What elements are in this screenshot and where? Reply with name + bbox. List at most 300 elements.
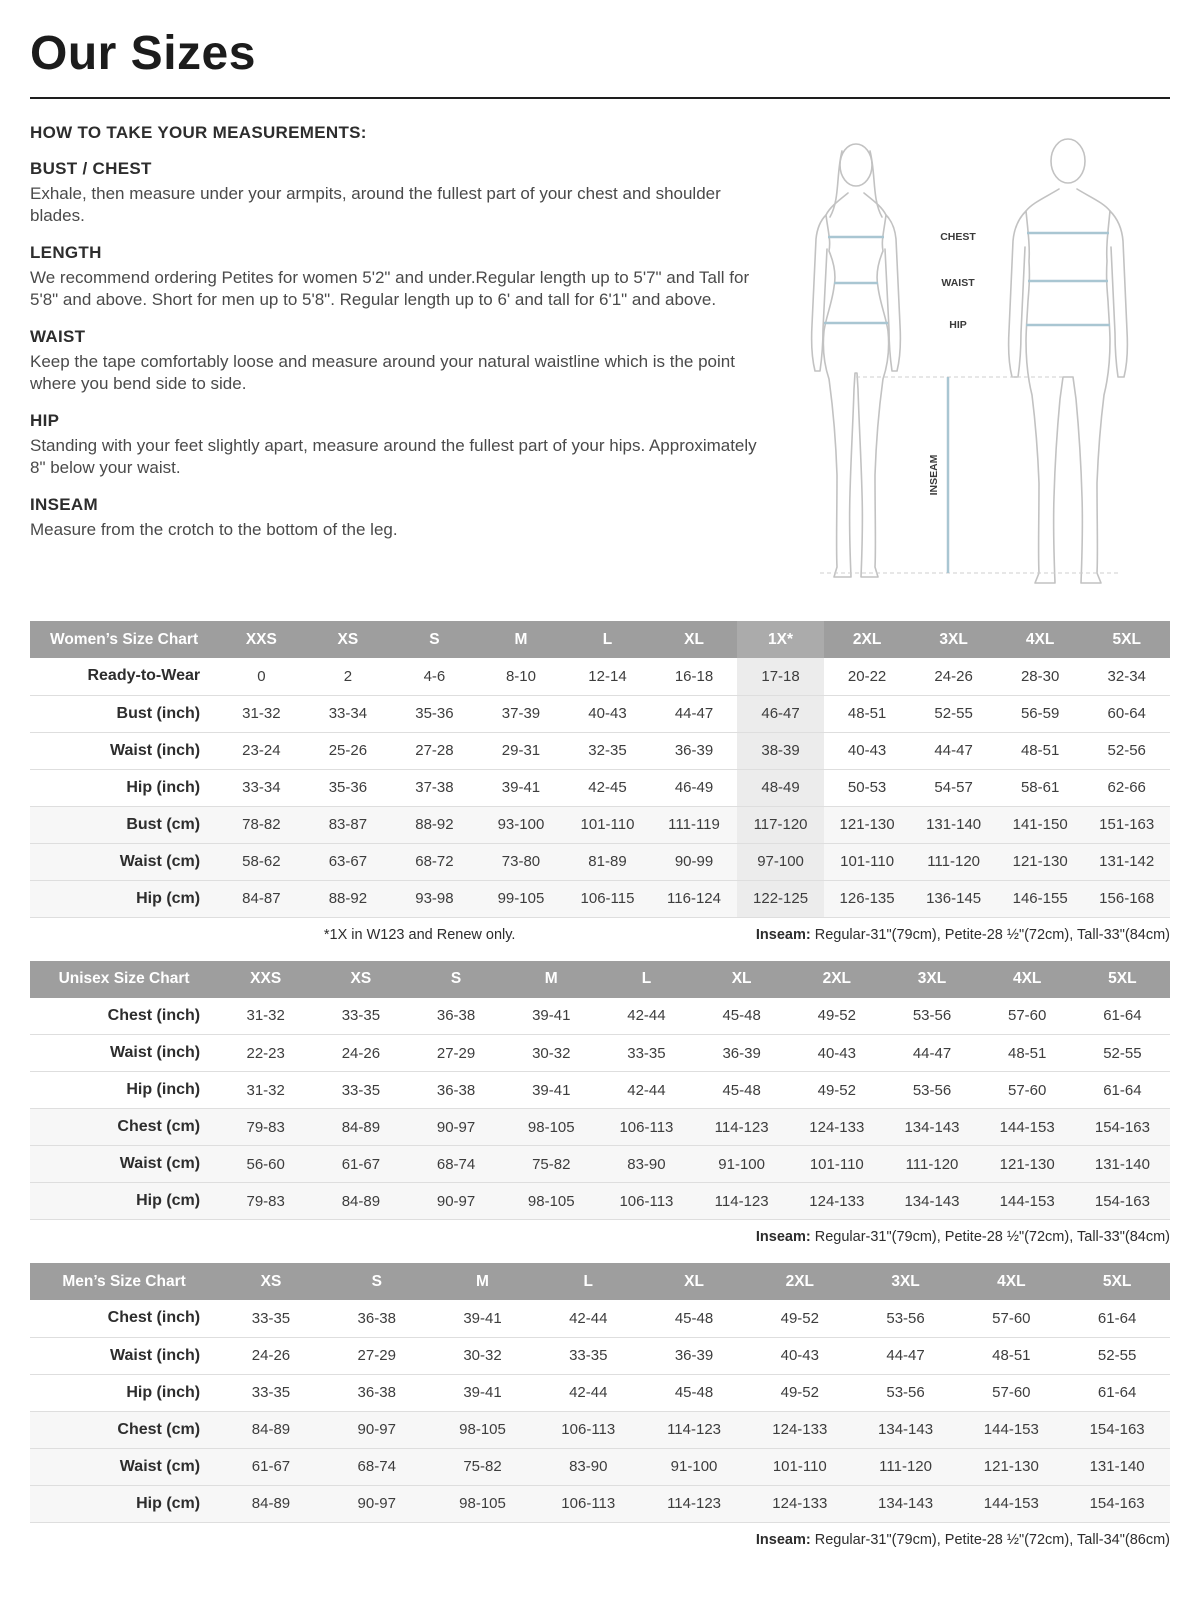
size-cell: 45-48 bbox=[674, 1384, 714, 1401]
size-cell: 24-26 bbox=[251, 1347, 291, 1364]
column-header-xxs: XXS bbox=[218, 961, 313, 998]
size-cell: 42-44 bbox=[569, 1384, 608, 1401]
column-header-l: L bbox=[564, 621, 651, 658]
row-label: Bust (cm) bbox=[126, 815, 201, 833]
size-cell: 12-14 bbox=[588, 667, 627, 685]
size-cell: 33-35 bbox=[251, 1384, 291, 1401]
size-cell: 42-44 bbox=[627, 1007, 666, 1025]
size-cell: 124-133 bbox=[772, 1421, 828, 1438]
size-cell: 45-48 bbox=[722, 1007, 761, 1025]
column-header-m: M bbox=[430, 1263, 536, 1300]
column-header-4xl: 4XL bbox=[958, 1263, 1064, 1300]
size-cell: 111-120 bbox=[879, 1458, 932, 1475]
size-cell: 124-133 bbox=[772, 1495, 828, 1512]
size-cell: 98-105 bbox=[459, 1421, 506, 1438]
size-cell: 42-44 bbox=[627, 1081, 666, 1099]
size-cell: 57-60 bbox=[992, 1309, 1031, 1327]
body-measurement-illustration bbox=[775, 125, 1165, 595]
unisex-size-chart-section bbox=[30, 961, 1170, 1246]
size-cell: 61-64 bbox=[1097, 1384, 1137, 1401]
size-cell: 36-39 bbox=[674, 742, 714, 759]
size-cell: 58-62 bbox=[242, 853, 281, 870]
size-cell: 4-6 bbox=[423, 667, 446, 685]
section-title: HIP bbox=[30, 410, 60, 430]
column-header-xl: XL bbox=[694, 961, 789, 998]
size-cell: 27-28 bbox=[415, 742, 454, 759]
size-cell: 39-41 bbox=[463, 1309, 502, 1327]
column-header-m: M bbox=[478, 621, 565, 658]
size-cell: 111-120 bbox=[905, 1155, 959, 1173]
size-cell: 68-72 bbox=[415, 853, 454, 870]
size-cell: 58-61 bbox=[1020, 779, 1060, 796]
size-charts bbox=[30, 621, 1170, 1548]
size-cell: 63-67 bbox=[328, 853, 368, 870]
size-cell: 53-56 bbox=[912, 1081, 952, 1099]
waist-label: WAIST bbox=[941, 277, 975, 289]
size-cell: 111-120 bbox=[927, 853, 981, 870]
man-right-arm bbox=[1110, 211, 1127, 377]
size-cell: 33-35 bbox=[341, 1081, 381, 1099]
section-title: LENGTH bbox=[30, 242, 102, 262]
size-cell: 57-60 bbox=[1008, 1007, 1047, 1025]
section-body: Measure from the crotch to the bottom of the leg. bbox=[30, 519, 398, 539]
table-row bbox=[30, 1485, 1170, 1522]
size-cell: 52-56 bbox=[1107, 742, 1146, 759]
mens-size-chart-section bbox=[30, 1263, 1170, 1548]
size-cell: 60-64 bbox=[1107, 705, 1146, 722]
section-body: Standing with your feet slightly apart, measure around the fullest part of your hips. Approximately 8" below your waist. bbox=[30, 435, 757, 478]
table-title: Men’s Size Chart bbox=[30, 1263, 218, 1300]
measure-section-hip bbox=[30, 411, 760, 480]
column-header-xl: XL bbox=[641, 1263, 747, 1300]
size-cell: 27-29 bbox=[357, 1347, 396, 1364]
man-head bbox=[1051, 139, 1085, 183]
size-cell: 124-133 bbox=[809, 1118, 865, 1136]
size-cell: 114-123 bbox=[667, 1421, 721, 1438]
diagram-labels bbox=[928, 231, 976, 495]
size-cell: 134-143 bbox=[878, 1421, 934, 1438]
row-label: Hip (cm) bbox=[136, 1192, 201, 1209]
size-cell: 91-100 bbox=[670, 1458, 718, 1475]
row-label: Hip (cm) bbox=[136, 889, 201, 907]
asterisk-note: *1X in W123 and Renew only. bbox=[323, 926, 516, 943]
size-cell: 131-140 bbox=[1094, 1155, 1150, 1173]
size-cell: 97-100 bbox=[737, 843, 824, 880]
table-row bbox=[30, 1183, 1170, 1220]
table-row bbox=[30, 880, 1170, 917]
table-row bbox=[30, 1035, 1170, 1072]
size-cell: 20-22 bbox=[847, 667, 887, 685]
size-cell: 23-24 bbox=[242, 742, 281, 759]
size-cell: 121-130 bbox=[839, 816, 895, 833]
column-header-5xl: 5XL bbox=[1083, 621, 1170, 658]
measure-section-inseam bbox=[30, 495, 760, 541]
size-cell: 16-18 bbox=[674, 667, 714, 685]
inseam-note-text: Regular-31"(79cm), Petite-28 ½"(72cm), Tall-33"(84cm) bbox=[810, 926, 1170, 943]
column-header-s: S bbox=[324, 1263, 430, 1300]
measure-section-waist bbox=[30, 327, 760, 396]
dashed-guides bbox=[820, 377, 1120, 573]
size-cell: 101-110 bbox=[772, 1458, 827, 1475]
size-cell: 53-56 bbox=[886, 1384, 925, 1401]
measurement-diagram bbox=[770, 123, 1170, 595]
size-cell: 79-83 bbox=[246, 1192, 285, 1210]
inseam-note bbox=[532, 1229, 1170, 1245]
inseam-note-text: Regular-31"(79cm), Petite-28 ½"(72cm), Tall-34"(86cm) bbox=[810, 1531, 1170, 1548]
size-cell: 33-35 bbox=[341, 1007, 381, 1025]
row-label: Bust (inch) bbox=[116, 704, 201, 722]
size-cell: 42-45 bbox=[588, 779, 627, 796]
size-cell: 48-51 bbox=[847, 705, 887, 722]
size-cell: 61-64 bbox=[1103, 1081, 1142, 1099]
size-cell: 48-51 bbox=[992, 1347, 1031, 1364]
size-cell: 38-39 bbox=[737, 732, 824, 769]
size-cell: 84-89 bbox=[341, 1192, 381, 1210]
column-header-xxs: XXS bbox=[218, 621, 305, 658]
size-cell: 136-145 bbox=[926, 890, 982, 907]
size-cell: 111-119 bbox=[668, 816, 720, 833]
size-cell: 29-31 bbox=[501, 742, 541, 759]
column-header-xl: XL bbox=[651, 621, 738, 658]
size-cell: 40-43 bbox=[817, 1044, 856, 1062]
size-cell: 30-32 bbox=[463, 1347, 502, 1364]
size-cell: 48-51 bbox=[1020, 742, 1060, 759]
table-row bbox=[30, 806, 1170, 843]
man-left-arm bbox=[1009, 211, 1026, 377]
size-cell: 24-26 bbox=[934, 667, 973, 685]
size-cell: 8-10 bbox=[505, 667, 536, 685]
woman-head bbox=[840, 144, 872, 186]
size-cell: 84-89 bbox=[341, 1118, 381, 1136]
size-cell: 106-115 bbox=[580, 890, 635, 907]
table-row bbox=[30, 769, 1170, 806]
size-cell: 88-92 bbox=[328, 890, 368, 907]
womens-size-chart-table bbox=[30, 621, 1170, 918]
size-cell: 131-140 bbox=[1089, 1458, 1145, 1475]
table-row bbox=[30, 998, 1170, 1035]
column-header-4xl: 4XL bbox=[980, 961, 1075, 998]
column-header-m: M bbox=[504, 961, 599, 998]
row-label: Waist (inch) bbox=[110, 1044, 201, 1061]
size-cell: 98-105 bbox=[459, 1495, 506, 1512]
table-footnotes bbox=[30, 1532, 1170, 1548]
table-title: Women’s Size Chart bbox=[30, 621, 218, 658]
section-body: Keep the tape comfortably loose and measure around your natural waistline which is the point where you bend side to side. bbox=[30, 351, 735, 394]
column-header-s: S bbox=[408, 961, 503, 998]
inseam-note bbox=[532, 1532, 1170, 1548]
size-cell: 144-153 bbox=[999, 1118, 1055, 1136]
title-divider bbox=[30, 97, 1170, 99]
row-label: Waist (inch) bbox=[110, 741, 201, 759]
size-cell: 61-67 bbox=[251, 1458, 291, 1475]
size-cell: 27-29 bbox=[436, 1044, 476, 1062]
size-cell: 68-74 bbox=[436, 1155, 476, 1173]
size-cell: 36-38 bbox=[357, 1309, 396, 1327]
size-cell: 146-155 bbox=[1012, 890, 1068, 907]
size-cell: 53-56 bbox=[912, 1007, 952, 1025]
size-cell: 131-142 bbox=[1099, 853, 1155, 870]
size-cell: 134-143 bbox=[904, 1118, 960, 1136]
instructions-heading: HOW TO TAKE YOUR MEASUREMENTS: bbox=[30, 123, 367, 142]
size-cell: 61-64 bbox=[1097, 1309, 1137, 1327]
size-cell: 68-74 bbox=[357, 1458, 396, 1475]
column-header-4xl: 4XL bbox=[997, 621, 1084, 658]
column-header-s: S bbox=[391, 621, 478, 658]
row-label: Hip (inch) bbox=[126, 1383, 201, 1401]
size-cell: 40-43 bbox=[847, 742, 887, 759]
size-cell: 37-39 bbox=[501, 705, 541, 722]
size-cell: 44-47 bbox=[674, 705, 714, 722]
size-cell: 48-49 bbox=[737, 769, 824, 806]
size-cell: 24-26 bbox=[341, 1044, 381, 1062]
size-cell: 73-80 bbox=[501, 853, 541, 870]
size-cell: 83-90 bbox=[569, 1458, 608, 1475]
size-cell: 90-97 bbox=[357, 1495, 396, 1512]
woman-torso-legs bbox=[823, 193, 888, 577]
column-header-l: L bbox=[599, 961, 694, 998]
column-header-xs: XS bbox=[218, 1263, 324, 1300]
size-cell: 37-38 bbox=[415, 779, 454, 796]
size-cell: 90-97 bbox=[357, 1421, 396, 1438]
size-cell: 57-60 bbox=[1008, 1081, 1047, 1099]
unisex-size-chart-table bbox=[30, 961, 1170, 1221]
column-header-l: L bbox=[535, 1263, 641, 1300]
size-cell: 121-130 bbox=[999, 1155, 1055, 1173]
inseam-note-text: Regular-31"(79cm), Petite-28 ½"(72cm), Tall-33"(84cm) bbox=[810, 1229, 1170, 1245]
size-cell: 48-51 bbox=[1008, 1044, 1047, 1062]
column-header-3xl: 3XL bbox=[853, 1263, 959, 1300]
size-cell: 98-105 bbox=[527, 1118, 575, 1136]
size-cell: 36-38 bbox=[436, 1081, 476, 1099]
section-title: WAIST bbox=[30, 326, 86, 346]
row-label: Waist (cm) bbox=[119, 1155, 201, 1172]
size-cell: 45-48 bbox=[674, 1309, 714, 1327]
man-torso-legs bbox=[1026, 189, 1110, 583]
size-cell: 39-41 bbox=[501, 779, 541, 796]
size-cell: 106-113 bbox=[561, 1495, 616, 1512]
hip-label: HIP bbox=[949, 319, 967, 331]
table-row bbox=[30, 658, 1170, 695]
table-row bbox=[30, 1448, 1170, 1485]
column-header-2xl: 2XL bbox=[824, 621, 911, 658]
table-row bbox=[30, 1109, 1170, 1146]
measure-section-bust-chest bbox=[30, 159, 760, 228]
size-cell: 33-34 bbox=[242, 779, 281, 796]
size-cell: 49-52 bbox=[780, 1384, 819, 1401]
size-cell: 17-18 bbox=[737, 658, 824, 695]
table-row bbox=[30, 1374, 1170, 1411]
size-cell: 91-100 bbox=[718, 1155, 765, 1173]
page-title: Our Sizes bbox=[30, 27, 256, 80]
size-cell: 90-97 bbox=[436, 1192, 476, 1210]
size-cell: 39-41 bbox=[532, 1007, 571, 1025]
table-row bbox=[30, 732, 1170, 769]
row-label: Hip (cm) bbox=[136, 1494, 201, 1512]
inseam-note-label: Inseam: bbox=[755, 926, 811, 943]
size-cell: 88-92 bbox=[415, 816, 454, 833]
measure-section-length bbox=[30, 243, 760, 312]
size-cell: 116-124 bbox=[667, 890, 721, 907]
woman-right-arm bbox=[885, 215, 900, 371]
size-cell: 101-110 bbox=[840, 853, 895, 870]
size-cell: 151-163 bbox=[1099, 816, 1155, 833]
size-cell: 106-113 bbox=[561, 1421, 616, 1438]
size-cell: 106-113 bbox=[619, 1118, 674, 1136]
size-cell: 84-89 bbox=[251, 1421, 291, 1438]
size-cell: 45-48 bbox=[722, 1081, 761, 1099]
size-cell: 156-168 bbox=[1099, 890, 1155, 907]
table-row bbox=[30, 1072, 1170, 1109]
inseam-note-label: Inseam: bbox=[755, 1531, 811, 1548]
size-cell: 99-105 bbox=[497, 890, 545, 907]
size-cell: 117-120 bbox=[737, 806, 824, 843]
womens-size-chart-section bbox=[30, 621, 1170, 943]
size-cell: 124-133 bbox=[809, 1192, 865, 1210]
size-cell: 93-100 bbox=[497, 816, 545, 833]
size-cell: 52-55 bbox=[1097, 1347, 1137, 1364]
size-cell: 31-32 bbox=[246, 1007, 285, 1025]
size-cell: 49-52 bbox=[817, 1081, 856, 1099]
size-cell: 40-43 bbox=[780, 1347, 819, 1364]
table-row bbox=[30, 1337, 1170, 1374]
size-cell: 144-153 bbox=[983, 1421, 1039, 1438]
size-cell: 114-123 bbox=[714, 1118, 769, 1136]
size-cell: 44-47 bbox=[886, 1347, 925, 1364]
size-cell: 154-163 bbox=[1094, 1192, 1150, 1210]
size-cell: 0 bbox=[257, 667, 266, 685]
size-cell: 35-36 bbox=[328, 779, 368, 796]
size-cell: 154-163 bbox=[1094, 1118, 1150, 1136]
column-header-xs: XS bbox=[313, 961, 408, 998]
row-label: Chest (inch) bbox=[107, 1309, 201, 1327]
row-label: Chest (cm) bbox=[117, 1118, 201, 1135]
row-label: Waist (inch) bbox=[110, 1346, 201, 1364]
size-cell: 154-163 bbox=[1089, 1495, 1145, 1512]
section-title: INSEAM bbox=[30, 494, 98, 514]
inseam-note-label: Inseam: bbox=[755, 1229, 811, 1245]
table-row bbox=[30, 843, 1170, 880]
section-body: We recommend ordering Petites for women 5'2" and under.Regular length up to 5'7" and Tall for 5'8" and above. Short for men up to 5'8". Regular length up to 6' and tall for 6'1" and above. bbox=[30, 267, 750, 310]
size-cell: 144-153 bbox=[999, 1192, 1055, 1210]
size-cell: 121-130 bbox=[1012, 853, 1068, 870]
size-cell: 90-97 bbox=[436, 1118, 476, 1136]
column-header-xs: XS bbox=[305, 621, 392, 658]
size-cell: 40-43 bbox=[588, 705, 627, 722]
size-cell: 25-26 bbox=[328, 742, 368, 759]
section-title: BUST / CHEST bbox=[30, 159, 152, 178]
size-cell: 114-123 bbox=[667, 1495, 721, 1512]
size-cell: 36-38 bbox=[357, 1384, 396, 1401]
size-cell: 49-52 bbox=[817, 1007, 856, 1025]
size-cell: 62-66 bbox=[1107, 779, 1146, 796]
section-body: Exhale, then measure under your armpits, around the fullest part of your chest and shoulder blades. bbox=[30, 184, 721, 226]
size-cell: 114-123 bbox=[714, 1192, 769, 1210]
size-cell: 36-38 bbox=[436, 1007, 476, 1025]
size-cell: 83-87 bbox=[328, 816, 368, 833]
table-row bbox=[30, 695, 1170, 732]
row-label: Chest (cm) bbox=[117, 1420, 201, 1438]
column-header-5xl: 5XL bbox=[1064, 1263, 1170, 1300]
size-cell: 106-113 bbox=[619, 1192, 674, 1210]
size-cell: 75-82 bbox=[463, 1458, 502, 1475]
table-footnotes bbox=[30, 927, 1170, 943]
size-cell: 49-52 bbox=[780, 1309, 819, 1327]
size-cell: 53-56 bbox=[886, 1309, 925, 1327]
size-cell: 54-57 bbox=[934, 779, 973, 796]
size-cell: 39-41 bbox=[532, 1081, 571, 1099]
table-row bbox=[30, 1146, 1170, 1183]
row-label: Hip (inch) bbox=[126, 1081, 201, 1098]
figure-outlines bbox=[812, 139, 1128, 583]
size-cell: 31-32 bbox=[242, 705, 281, 722]
top-section bbox=[30, 123, 1170, 595]
size-cell: 61-67 bbox=[341, 1155, 381, 1173]
size-cell: 101-110 bbox=[580, 816, 635, 833]
size-cell: 44-47 bbox=[912, 1044, 952, 1062]
size-cell: 32-34 bbox=[1107, 667, 1146, 685]
size-cell: 122-125 bbox=[737, 880, 824, 917]
chest-label: CHEST bbox=[940, 231, 976, 243]
row-label: Chest (inch) bbox=[107, 1006, 201, 1024]
size-cell: 93-98 bbox=[415, 890, 454, 907]
size-cell: 141-150 bbox=[1012, 816, 1068, 833]
mens-size-chart-table bbox=[30, 1263, 1170, 1523]
size-cell: 22-23 bbox=[246, 1044, 285, 1062]
column-header-3xl: 3XL bbox=[884, 961, 979, 998]
size-cell: 144-153 bbox=[983, 1495, 1039, 1512]
size-cell: 50-53 bbox=[847, 779, 887, 796]
size-cell: 2 bbox=[343, 667, 353, 685]
size-cell: 81-89 bbox=[588, 853, 627, 870]
size-cell: 75-82 bbox=[532, 1155, 571, 1173]
size-cell: 90-99 bbox=[674, 853, 714, 870]
size-cell: 30-32 bbox=[532, 1044, 571, 1062]
row-label: Hip (inch) bbox=[126, 778, 201, 796]
size-cell: 33-35 bbox=[627, 1044, 666, 1062]
size-cell: 44-47 bbox=[934, 742, 973, 759]
size-cell: 84-89 bbox=[251, 1495, 291, 1512]
column-header-2xl: 2XL bbox=[789, 961, 884, 998]
size-cell: 134-143 bbox=[878, 1495, 934, 1512]
size-cell: 56-60 bbox=[246, 1155, 285, 1173]
size-cell: 101-110 bbox=[809, 1155, 864, 1173]
size-cell: 31-32 bbox=[246, 1081, 285, 1099]
size-cell: 121-130 bbox=[983, 1458, 1039, 1475]
size-cell: 33-34 bbox=[328, 705, 368, 722]
table-row bbox=[30, 1300, 1170, 1337]
size-cell: 154-163 bbox=[1089, 1421, 1145, 1438]
size-cell: 39-41 bbox=[463, 1384, 502, 1401]
size-cell: 46-49 bbox=[674, 779, 714, 796]
column-header-2xl: 2XL bbox=[747, 1263, 853, 1300]
table-footnotes bbox=[30, 1229, 1170, 1245]
column-header-5xl: 5XL bbox=[1075, 961, 1170, 998]
inseam-note bbox=[756, 927, 1170, 943]
row-label: Waist (cm) bbox=[119, 1457, 201, 1475]
size-cell: 134-143 bbox=[904, 1192, 960, 1210]
size-cell: 61-64 bbox=[1103, 1007, 1142, 1025]
inseam-label: INSEAM bbox=[928, 454, 940, 496]
row-label: Waist (cm) bbox=[119, 852, 201, 870]
size-cell: 131-140 bbox=[926, 816, 982, 833]
size-cell: 36-39 bbox=[674, 1347, 714, 1364]
size-cell: 52-55 bbox=[1103, 1044, 1142, 1062]
size-cell: 33-35 bbox=[569, 1347, 608, 1364]
size-cell: 36-39 bbox=[722, 1044, 761, 1062]
column-header-3xl: 3XL bbox=[910, 621, 997, 658]
row-label: Ready-to-Wear bbox=[87, 667, 201, 685]
size-cell: 46-47 bbox=[737, 695, 824, 732]
